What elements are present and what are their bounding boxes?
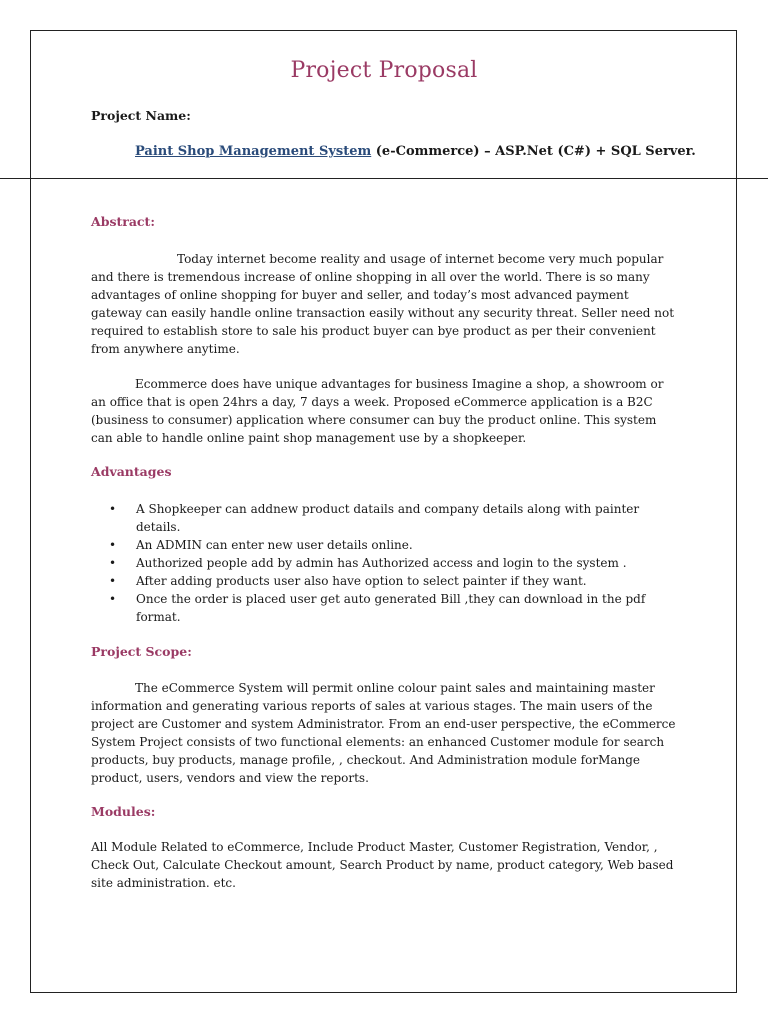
list-item-text: An ADMIN can enter new user details online. — [136, 538, 413, 552]
list-item — [109, 500, 669, 536]
bullet-icon: • — [109, 538, 117, 552]
abstract-paragraph-1: Today internet become reality and usage of internet become very much popular and there is tremendous increase of online shopping in all over the world. There is so many advantages of online shopping for buyer and seller, and today’s most advanced payment gateway can easily handle online transaction easily without any security threat. Seller need not required to establish store to sale his product buyer can bye product as per their convenient from anywhere anytime. — [91, 252, 675, 356]
abstract-heading: Abstract: — [91, 214, 155, 229]
project-scope-heading: Project Scope: — [91, 644, 192, 659]
list-item — [109, 536, 669, 554]
list-item — [109, 572, 669, 590]
project-name-label: Project Name: — [91, 108, 191, 123]
list-item-text: Authorized people add by admin has Authorized access and login to the system . — [136, 556, 627, 570]
list-item-text: Once the order is placed user get auto generated Bill ,they can download in the pdf format. — [136, 592, 646, 624]
list-item — [109, 590, 669, 626]
abstract-paragraph-2: Ecommerce does have unique advantages for business Imagine a shop, a showroom or an office that is open 24hrs a day, 7 days a week. Proposed eCommerce application is a B2C (business to consumer) application where consumer can buy the product online. This system can able to handle online paint shop management use by a shopkeeper. — [91, 377, 664, 445]
document-title: Project Proposal — [290, 58, 478, 83]
modules-heading: Modules: — [91, 804, 156, 819]
modules-paragraph: All Module Related to eCommerce, Include Product Master, Customer Registration, Vendor, , Check Out, Calculate Checkout amount, Search Product by name, product category, Web based site administration. etc. — [91, 840, 674, 890]
project-name-rest: (e-Commerce) – ASP.Net (C#) + SQL Server. — [371, 144, 696, 159]
project-scope-paragraph: The eCommerce System will permit online colour paint sales and maintaining master information and generating various reports of sales at various stages. The main users of the project are Customer and system Administrator. From an end-user perspective, the eCommerce System Project consists of two functional elements: an enhanced Customer module for search products, buy products, manage profile, , checkout. And Administration module forMange product, users, vendors and view the reports. — [91, 681, 676, 785]
bullet-icon: • — [109, 574, 117, 588]
bullet-icon: • — [109, 556, 117, 570]
advantages-list — [109, 500, 669, 626]
project-name-line — [135, 144, 696, 159]
bullet-icon: • — [109, 502, 117, 516]
bullet-icon: • — [109, 592, 117, 606]
list-item-text: After adding products user also have option to select painter if they want. — [136, 574, 587, 588]
advantages-heading: Advantages — [91, 464, 172, 479]
list-item — [109, 554, 669, 572]
horizontal-rule — [0, 178, 768, 179]
project-name-link[interactable]: Paint Shop Management System — [135, 144, 372, 159]
list-item-text: A Shopkeeper can addnew product datails and company details along with painter details. — [136, 502, 640, 534]
